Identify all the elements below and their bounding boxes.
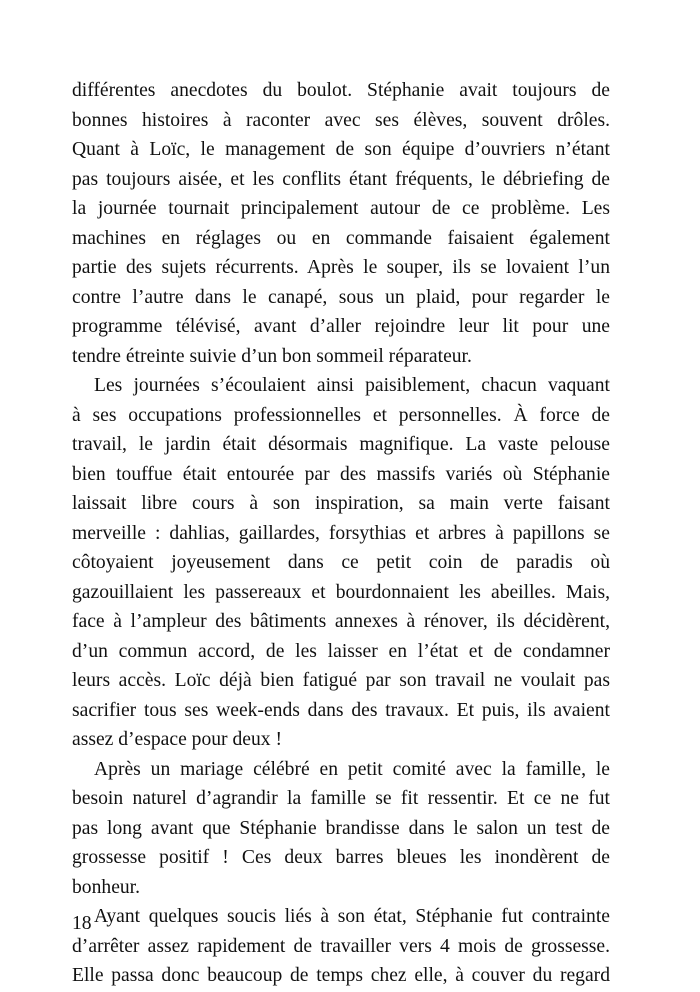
text-line: pas long avant que Stéphanie brandisse dans le salon un test de — [72, 817, 610, 839]
text-line: bonnes histoires à raconter avec ses élèves, souvent drôles. — [72, 109, 610, 131]
text-line: la journée tournait principalement autour de ce problème. Les — [72, 198, 610, 219]
text-line: Quant à Loïc, le management de son équipe d’ouvriers n’étant — [72, 139, 610, 160]
text-line: à ses occupations professionnelles et personnelles. À force de — [72, 404, 610, 426]
text-line: pas toujours aisée, et les conflits étant fréquents, le débriefing de — [72, 168, 610, 190]
text-line: face à l’ampleur des bâtiments annexes à rénover, ils décidèrent, — [72, 611, 610, 632]
text-line: besoin naturel d’agrandir la famille se fit ressentir. Et ce ne fut — [72, 788, 610, 809]
text-line: grossesse positif ! Ces deux barres bleues les inondèrent de — [72, 847, 610, 868]
paragraph — [72, 902, 610, 991]
text-line: merveille : dahlias, gaillardes, forsythias et arbres à papillons se — [72, 522, 610, 544]
text-line: Elle passa donc beaucoup de temps chez elle, à couver du regard — [72, 965, 610, 986]
paragraph — [72, 755, 610, 903]
text-line: Ayant quelques soucis liés à son état, Stéphanie fut contrainte — [94, 906, 610, 927]
text-line: Après un mariage célébré en petit comité avec la famille, le — [94, 758, 610, 780]
text-line: assez d’espace pour deux ! — [72, 729, 282, 750]
page-body — [72, 76, 610, 991]
text-line: bien touffue était entourée par des massifs variés où Stéphanie — [72, 463, 610, 485]
paragraph — [72, 76, 610, 371]
text-line: bonheur. — [72, 876, 141, 898]
text-line: d’arrêter assez rapidement de travailler vers 4 mois de grossesse. — [72, 935, 610, 957]
text-line: Les journées s’écoulaient ainsi paisiblement, chacun vaquant — [94, 375, 610, 396]
text-line: laissait libre cours à son inspiration, sa main verte faisant — [72, 493, 610, 514]
text-line: partie des sujets récurrents. Après le souper, ils se lovaient l’un — [72, 257, 610, 278]
paragraph — [72, 371, 610, 755]
text-line: contre l’autre dans le canapé, sous un plaid, pour regarder le — [72, 286, 610, 308]
text-line: différentes anecdotes du boulot. Stéphanie avait toujours de — [72, 80, 610, 101]
text-line: machines en réglages ou en commande faisaient également — [72, 227, 610, 249]
page-number: 18 — [72, 913, 92, 934]
text-line: leurs accès. Loïc déjà bien fatigué par son travail ne voulait pas — [72, 670, 610, 691]
text-line: travail, le jardin était désormais magnifique. La vaste pelouse — [72, 434, 610, 455]
text-line: sacrifier tous ses week-ends dans des travaux. Et puis, ils avaient — [72, 699, 610, 721]
text-line: côtoyaient joyeusement dans ce petit coin de paradis où — [72, 552, 610, 573]
text-line: tendre étreinte suivie d’un bon sommeil réparateur. — [72, 345, 472, 367]
text-line: programme télévisé, avant d’aller rejoindre leur lit pour une — [72, 316, 610, 337]
text-line: gazouillaient les passereaux et bourdonnaient les abeilles. Mais, — [72, 581, 610, 603]
text-line: d’un commun accord, de les laisser en l’état et de condamner — [72, 640, 610, 662]
